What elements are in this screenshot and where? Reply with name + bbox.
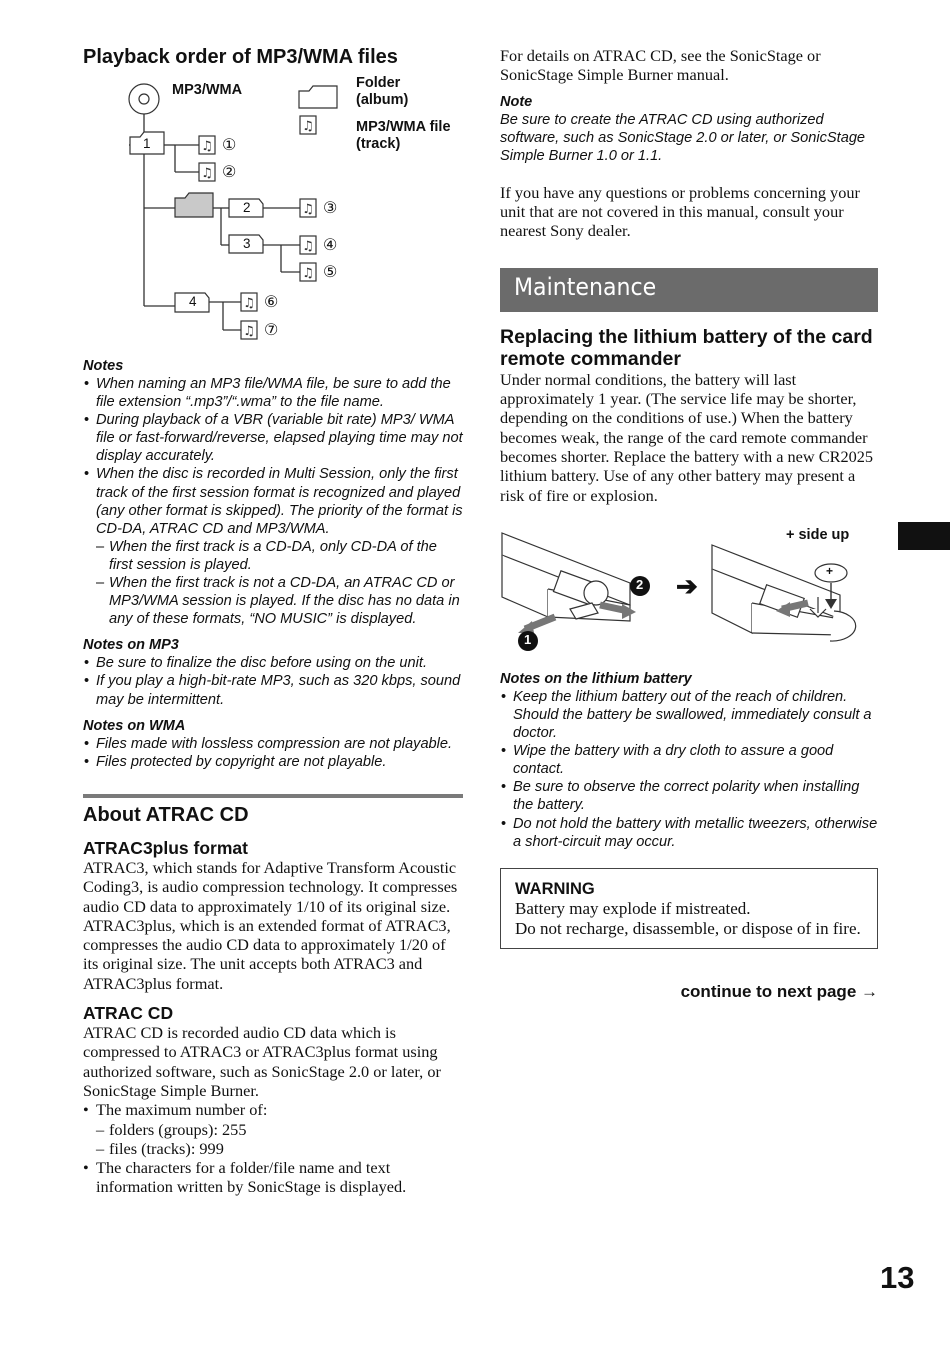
sub-list-item: – files (tracks): 999 bbox=[96, 1139, 463, 1158]
step-1-label: 1 bbox=[524, 631, 532, 647]
list-item: • Do not hold the battery with metallic tweezers, otherwise a short-circuit may occur. bbox=[500, 815, 878, 851]
playback-order-heading: Playback order of MP3/WMA files bbox=[83, 46, 398, 68]
battery-heading: Replacing the lithium battery of the card remote commander bbox=[500, 325, 873, 370]
notes-wma-heading: Notes on WMA bbox=[83, 717, 186, 734]
note-body: Be sure to create the ATRAC CD using authorized software, such as SonicStage 2.0 or later, or SonicStage Simple Burner 1.0 or 1.1. bbox=[500, 111, 866, 164]
notes-wma-list bbox=[83, 735, 463, 771]
notes-list bbox=[83, 375, 463, 628]
warning-line-1: Battery may explode if mistreated. bbox=[515, 898, 751, 918]
notes-mp3-heading: Notes on MP3 bbox=[83, 637, 179, 654]
list-item: • Be sure to finalize the disc before using on the unit. bbox=[83, 654, 463, 672]
folder-1-label: 1 bbox=[143, 136, 151, 151]
warning-heading: WARNING bbox=[515, 879, 595, 898]
svg-text:♫: ♫ bbox=[201, 166, 213, 181]
battery-illustration bbox=[500, 525, 878, 660]
sub-list-item: – When the first track is a CD-DA, only CD-DA of the first session is played. bbox=[96, 538, 463, 574]
root-label: MP3/WMA bbox=[172, 82, 243, 98]
notes-wma-section bbox=[83, 717, 463, 771]
svg-text:♫: ♫ bbox=[302, 239, 314, 254]
track-1-number: ① bbox=[222, 137, 237, 154]
notes-mp3-section bbox=[83, 636, 463, 708]
right-column bbox=[500, 44, 878, 1002]
track-icons bbox=[199, 116, 316, 339]
atrac-cd-heading: ATRAC CD bbox=[83, 1002, 174, 1023]
track-2-number: ② bbox=[222, 164, 237, 181]
list-item: • Files made with lossless compression are not playable. bbox=[83, 735, 463, 753]
side-tab-marker bbox=[898, 522, 950, 550]
legend-folder-icon bbox=[299, 86, 337, 108]
atrac-cd-body: ATRAC CD is recorded audio CD data which is compressed to ATRAC3 or ATRAC3plus format using authorized software, such as SonicStage 2.0 or later, or SonicStage Simple Burner. bbox=[83, 1023, 441, 1100]
list-item bbox=[83, 1100, 463, 1158]
list-item bbox=[83, 465, 463, 628]
battery-body: Under normal conditions, the battery will last approximately 1 year. (The service life may be shorter, depending on the conditions of use.) When the battery becomes weak, the range of the card remote commander becomes shorter. Replace the battery with a new CR2025 lithium battery. Use of any other battery may present a risk of fire or explosion. bbox=[500, 369, 874, 505]
list-item: • Be sure to observe the correct polarity when installing the battery. bbox=[500, 778, 878, 814]
notes-heading: Notes bbox=[83, 358, 124, 374]
notes-mp3-list bbox=[83, 654, 463, 708]
svg-text:♫: ♫ bbox=[302, 202, 314, 217]
list-item: • If you play a high-bit-rate MP3, such as 320 kbps, sound may be intermittent. bbox=[83, 672, 463, 708]
list-item-text: The maximum number of: bbox=[96, 1100, 268, 1120]
warning-box bbox=[500, 868, 878, 949]
folder-2-label: 2 bbox=[243, 200, 251, 215]
about-atrac-heading: About ATRAC CD bbox=[83, 803, 249, 826]
notes-battery-heading: Notes on the lithium battery bbox=[500, 670, 692, 687]
svg-text:♫: ♫ bbox=[243, 296, 255, 311]
disc-icon bbox=[129, 84, 159, 114]
left-column bbox=[83, 44, 463, 1197]
track-6-number: ⑥ bbox=[264, 294, 279, 311]
folder-grey-icon bbox=[175, 193, 213, 217]
arrow-right-icon: ➔ bbox=[676, 570, 698, 601]
legend-folder-label-1: Folder bbox=[356, 75, 401, 91]
folder-tree-diagram bbox=[83, 75, 463, 349]
legend-folder-label-2: (album) bbox=[356, 92, 409, 108]
track-3-number: ③ bbox=[323, 200, 338, 217]
legend-file-label-2: (track) bbox=[356, 136, 401, 152]
maintenance-banner bbox=[500, 268, 878, 312]
page-number: 13 bbox=[880, 1260, 915, 1295]
maintenance-title: Maintenance bbox=[514, 272, 657, 301]
list-item-text: When the disc is recorded in Multi Session, only the first track of the first session format is recognized and played (any other format is skipped). The priority of the format is CD-DA, ATRAC CD and MP3/WMA. bbox=[96, 466, 463, 537]
list-item: • The characters for a folder/file name and text information written by SonicStage is displayed. bbox=[83, 1158, 463, 1197]
continue-next-page: continue to next page → bbox=[680, 981, 878, 1001]
list-item: • During playback of a VBR (variable bit rate) MP3/ WMA file or fast-forward/reverse, elapsed playing time may not display accurately. bbox=[83, 411, 463, 465]
svg-text:♫: ♫ bbox=[243, 324, 255, 339]
list-item: • Wipe the battery with a dry cloth to assure a good contact. bbox=[500, 742, 878, 778]
list-item: • When naming an MP3 file/WMA file, be sure to add the file extension “.mp3”/“.wma” to the file name. bbox=[83, 375, 463, 411]
track-4-number: ④ bbox=[323, 237, 338, 254]
side-up-label: + side up bbox=[786, 526, 850, 543]
list-item: • Keep the lithium battery out of the reach of children. Should the battery be swallowed, immediately consult a doctor. bbox=[500, 688, 878, 742]
battery-plus-mark: + bbox=[826, 563, 834, 578]
section-divider bbox=[83, 794, 463, 798]
questions-text: If you have any questions or problems concerning your unit that are not covered in this manual, consult your nearest Sony dealer. bbox=[500, 182, 860, 241]
list-item: • Files protected by copyright are not playable. bbox=[83, 753, 463, 771]
atrac-details-text: For details on ATRAC CD, see the SonicStage or SonicStage Simple Burner manual. bbox=[500, 46, 821, 85]
note-heading: Note bbox=[500, 93, 533, 110]
notes-section bbox=[83, 357, 463, 628]
folder-3-label: 3 bbox=[243, 236, 251, 251]
legend-file-label-1: MP3/WMA file bbox=[356, 119, 451, 135]
step-2-label: 2 bbox=[636, 576, 644, 592]
atrac3plus-heading: ATRAC3plus format bbox=[83, 837, 248, 858]
atrac3plus-body: ATRAC3, which stands for Adaptive Transform Acoustic Coding3, is audio compression technology. It compresses audio CD data to approximately 1/10 of its original size. ATRAC3plus, which is an extended format of ATRAC3, compresses the audio CD data to approximately 1/20 of its original size. The unit accepts both ATRAC3 and ATRAC3plus format. bbox=[83, 857, 458, 993]
svg-text:♫: ♫ bbox=[201, 139, 213, 154]
sub-list-item: – folders (groups): 255 bbox=[96, 1120, 463, 1139]
svg-text:♫: ♫ bbox=[302, 119, 314, 134]
svg-text:♫: ♫ bbox=[302, 266, 314, 281]
track-5-number: ⑤ bbox=[323, 264, 338, 281]
atrac-cd-list bbox=[83, 1100, 463, 1196]
sub-list-item: – When the first track is not a CD-DA, an ATRAC CD or MP3/WMA session is played. If the disc has no data in any of these formats, “NO MUSIC” is displayed. bbox=[96, 574, 463, 628]
warning-line-2: Do not recharge, disassemble, or dispose of in fire. bbox=[515, 919, 861, 939]
folder-4-label: 4 bbox=[189, 294, 197, 309]
notes-battery-list bbox=[500, 688, 878, 851]
track-7-number: ⑦ bbox=[264, 322, 279, 339]
